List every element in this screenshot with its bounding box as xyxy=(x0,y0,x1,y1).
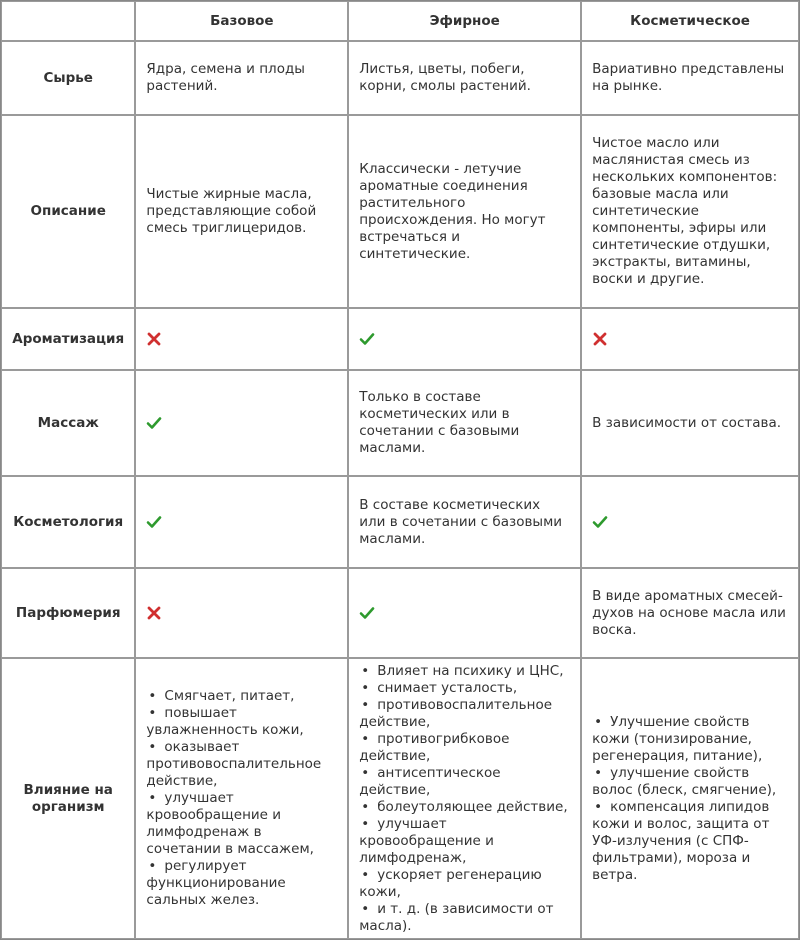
table-cell xyxy=(135,568,348,658)
effects-list xyxy=(359,663,570,935)
column-header-cosmetic: Косметическое xyxy=(581,1,799,41)
list-item-text: Улучшение свойств кожи (тонизирование, регенерация, питание), xyxy=(592,713,763,764)
row-header: Косметология xyxy=(1,476,135,568)
list-item xyxy=(592,765,788,799)
effects-list xyxy=(146,688,337,909)
table-cell: В виде ароматных смесей-духов на основе масла или воска. xyxy=(581,568,799,658)
column-header-essential: Эфирное xyxy=(348,1,581,41)
list-item-text: регулирует функционирование сальных желез. xyxy=(146,858,286,908)
bullet-icon: • xyxy=(361,866,370,883)
check-icon xyxy=(359,605,375,621)
table-cell: Только в составе косметических или в сочетании с базовыми маслами. xyxy=(348,370,581,476)
row-header: Влияние на организм xyxy=(1,658,135,939)
table-cell xyxy=(581,658,799,939)
bullet-icon: • xyxy=(361,679,370,696)
table-cell xyxy=(348,568,581,658)
bullet-icon: • xyxy=(594,798,603,815)
bullet-icon: • xyxy=(148,790,157,806)
table-row xyxy=(1,568,799,658)
table-row xyxy=(1,115,799,308)
list-item xyxy=(146,858,337,909)
bullet-icon: • xyxy=(361,662,370,679)
table-row xyxy=(1,370,799,476)
list-item-text: Влияет на психику и ЦНС, xyxy=(377,662,564,679)
bullet-icon: • xyxy=(148,688,157,704)
bullet-icon: • xyxy=(594,764,603,781)
check-icon xyxy=(359,331,375,347)
list-item xyxy=(359,901,570,935)
list-item xyxy=(359,799,570,816)
table-row xyxy=(1,308,799,370)
list-item-text: противовоспалительное действие, xyxy=(359,696,553,730)
corner-cell xyxy=(1,1,135,41)
header-row xyxy=(1,1,799,41)
list-item-text: и т. д. (в зависимости от масла). xyxy=(359,900,554,934)
row-header: Парфюмерия xyxy=(1,568,135,658)
list-item xyxy=(359,765,570,799)
list-item-text: улучшает кровообращение и лимфодренаж в сочетании в массажем, xyxy=(146,790,314,857)
table-cell xyxy=(135,476,348,568)
row-header: Ароматизация xyxy=(1,308,135,370)
check-icon xyxy=(146,514,162,530)
table-cell: Ядра, семена и плоды растений. xyxy=(135,41,348,115)
list-item xyxy=(359,663,570,680)
table-cell xyxy=(135,370,348,476)
table-cell xyxy=(581,476,799,568)
list-item-text: снимает усталость, xyxy=(377,679,518,696)
bullet-icon: • xyxy=(148,705,157,721)
table-cell xyxy=(348,308,581,370)
list-item xyxy=(146,688,337,705)
table-cell xyxy=(581,308,799,370)
list-item xyxy=(146,790,337,858)
table-cell xyxy=(135,308,348,370)
list-item-text: болеутоляющее действие, xyxy=(377,798,568,815)
table-row xyxy=(1,41,799,115)
table-cell: В зависимости от состава. xyxy=(581,370,799,476)
list-item xyxy=(592,799,788,884)
list-item-text: повышает увлажненность кожи, xyxy=(146,705,304,738)
list-item-text: ускоряет регенерацию кожи, xyxy=(359,866,542,900)
list-item-text: Смягчает, питает, xyxy=(164,688,295,704)
bullet-icon: • xyxy=(148,739,157,755)
list-item xyxy=(359,680,570,697)
list-item xyxy=(359,697,570,731)
bullet-icon: • xyxy=(361,900,370,917)
column-header-base: Базовое xyxy=(135,1,348,41)
table-cell: Чистые жирные масла, представляющие собой смесь триглицеридов. xyxy=(135,115,348,308)
table-cell: Листья, цветы, побеги, корни, смолы растений. xyxy=(348,41,581,115)
bullet-icon: • xyxy=(361,764,370,781)
list-item-text: оказывает противовоспалительное действие, xyxy=(146,739,322,789)
table-cell: В составе косметических или в сочетании с базовыми маслами. xyxy=(348,476,581,568)
table-cell xyxy=(135,658,348,939)
row-header: Сырье xyxy=(1,41,135,115)
check-icon xyxy=(592,514,608,530)
list-item-text: компенсация липидов кожи и волос, защита от УФ-излучения (с СПФ-фильтрами), мороза и ветра. xyxy=(592,798,770,883)
table-cell: Классически - летучие ароматные соединения растительного происхождения. Но могут встречаться и синтетические. xyxy=(348,115,581,308)
bullet-icon: • xyxy=(361,730,370,747)
check-icon xyxy=(146,415,162,431)
list-item-text: антисептическое действие, xyxy=(359,764,501,798)
bullet-icon: • xyxy=(594,713,603,730)
table-row xyxy=(1,476,799,568)
list-item xyxy=(359,731,570,765)
table-cell: Чистое масло или маслянистая смесь из нескольких компонентов: базовые масла или синтетические компоненты, эфиры или синтетические отдушки, экстракты, витамины, воски и другие. xyxy=(581,115,799,308)
table-row xyxy=(1,658,799,939)
table-cell: Вариативно представлены на рынке. xyxy=(581,41,799,115)
list-item xyxy=(592,714,788,765)
list-item xyxy=(359,816,570,867)
list-item xyxy=(359,867,570,901)
list-item-text: улучшает кровообращение и лимфодренаж, xyxy=(359,815,494,866)
bullet-icon: • xyxy=(361,798,370,815)
cross-icon xyxy=(592,331,608,347)
cross-icon xyxy=(146,605,162,621)
list-item xyxy=(146,705,337,739)
row-header: Массаж xyxy=(1,370,135,476)
cross-icon xyxy=(146,331,162,347)
list-item xyxy=(146,739,337,790)
bullet-icon: • xyxy=(361,696,370,713)
bullet-icon: • xyxy=(148,858,157,874)
list-item-text: улучшение свойств волос (блеск, смягчение), xyxy=(592,764,777,798)
list-item-text: противогрибковое действие, xyxy=(359,730,510,764)
effects-list xyxy=(592,714,788,884)
bullet-icon: • xyxy=(361,815,370,832)
row-header: Описание xyxy=(1,115,135,308)
table-cell xyxy=(348,658,581,939)
